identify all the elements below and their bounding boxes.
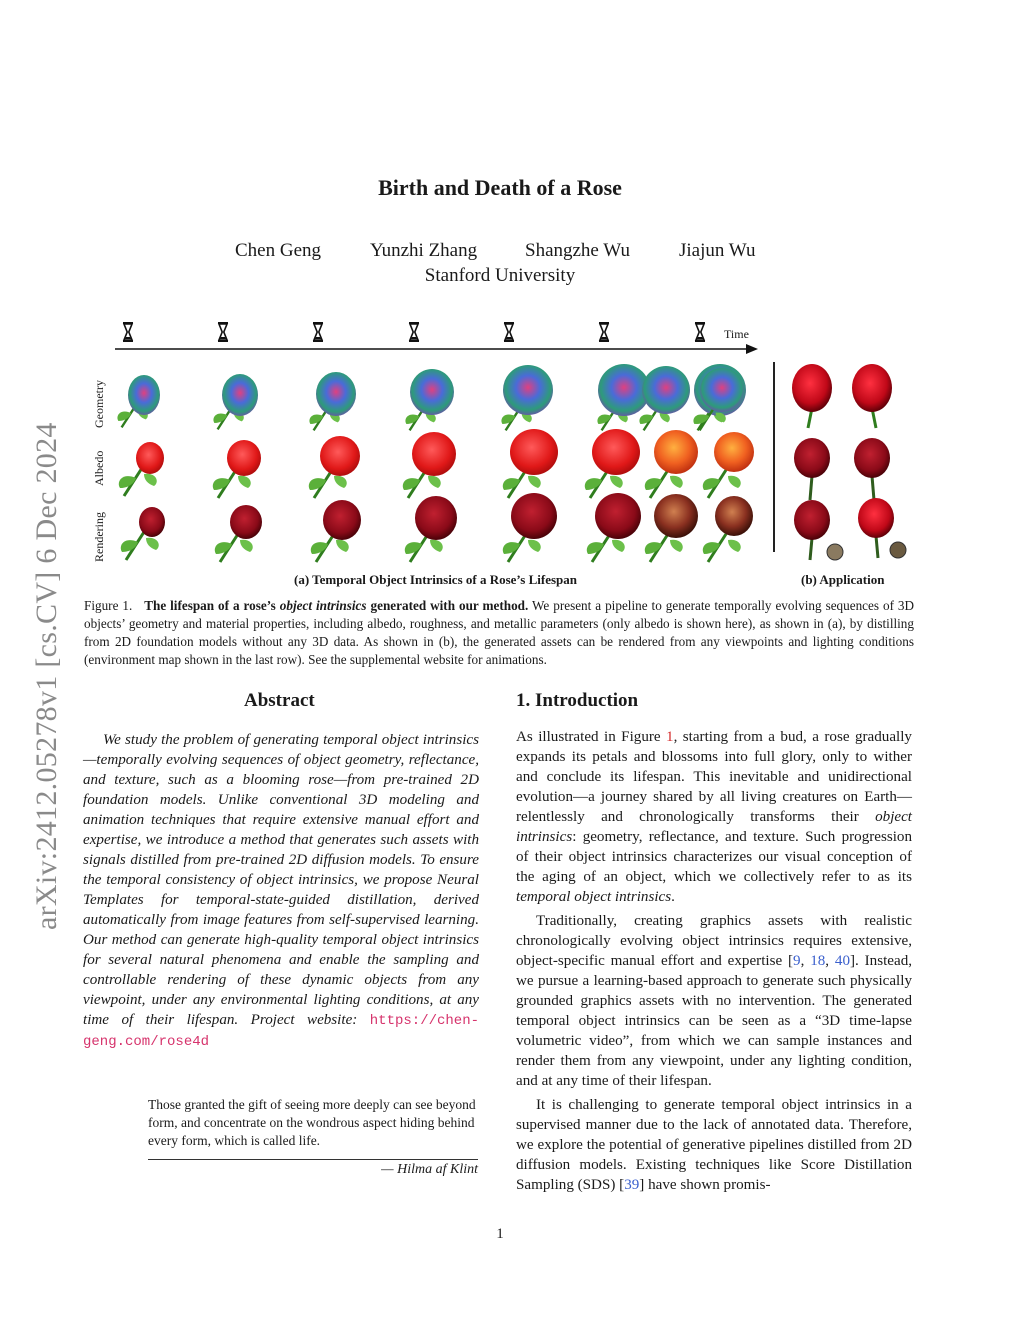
epigraph-author: — Hilma af Klint — [381, 1162, 478, 1177]
citation-40[interactable]: 40 — [834, 953, 851, 969]
affiliation: Stanford University — [424, 265, 576, 286]
intro-paragraph-1: As illustrated in Figure 1, starting from a bud, a rose gradually expands its petals and blossoms into full glory, only to wither and conclude its lifespan. This inevitable and unidirectional evolution—a journey shared by all living creatures on Earth—relentlessly and chronologically transforms their object intrinsics: geometry, reflectance, and texture. Such progression of their object intrinsics characterizes our visual conception of the aging of an object, which we collectively refer to as its temporal object intrinsics. — [516, 729, 912, 905]
caption-bold-1: The lifespan of a rose’s — [144, 598, 276, 613]
caption-body: We present a pipeline to generate temporally evolving sequences of 3D objects’ geometry and material properties, including albedo, roughness, and metallic parameters (only albedo is shown here), as shown in (a), by distilling from 2D foundation models without any 3D data. As shown in (b), the generated assets can be rendered from any viewpoints and lighting conditions (environment map shown in the last row). See the supplemental website for animations. — [84, 598, 915, 667]
citation-9[interactable]: 9 — [793, 953, 801, 969]
rendering-row — [121, 493, 753, 562]
intro-paragraph-2: Traditionally, creating graphics assets with realistic chronologically evolving object intrinsics requires extensive, object-specific manual effort and expertise [9, 18, 40]. Instead, we pursue a learning-based approach to generate such physically grounded graphics assets with no intervention. The generated temporal object intrinsics can be seen as a “3D time-lapse volumetric video”, from which we can sample instances and render them from any viewpoint, under any lighting condition, and at any time of their lifespan. — [516, 913, 913, 1089]
subcaption-a: (a) Temporal Object Intrinsics of a Rose’s Lifespan — [294, 572, 577, 587]
epigraph-rule — [148, 1159, 478, 1160]
time-label: Time — [724, 327, 749, 341]
row-label-rendering: Rendering — [92, 512, 106, 562]
page-number: 1 — [496, 1226, 504, 1242]
row-label-albedo: Albedo — [92, 450, 106, 486]
row-label-geometry: Geometry — [92, 380, 106, 428]
figure-divider — [773, 362, 775, 552]
caption-bold-italic: object intrinsics — [279, 598, 367, 613]
caption-bold-2: generated with our method. — [370, 598, 529, 613]
author-2: Yunzhi Zhang — [370, 240, 478, 261]
application-column — [792, 364, 906, 560]
abstract-heading: Abstract — [244, 690, 315, 711]
author-3: Shangzhe Wu — [525, 240, 630, 261]
figure-1-graphic — [0, 310, 1024, 570]
paper-title: Birth and Death of a Rose — [378, 175, 622, 200]
figure-caption — [84, 597, 914, 669]
abstract-body: We study the problem of generating temporal object intrinsics—temporally evolving sequences of object geometry, reflectance, and texture, such as a blooming rose—from pre-trained 2D foundation models. Unlike conventional 3D modeling and animation techniques that require extensive manual effort and expertise, we introduce a method that generates such assets with signals distilled from pre-trained 2D diffusion models. To ensure the temporal consistency of object intrinsics, we propose Neural Templates for temporal-state-guided distillation, derived automatically from image features from self-supervised learning. Our method can generate high-quality temporal object intrinsics for several natural phenomena and enable the sampling and controllable rendering of these dynamic objects from any viewpoint, under any environmental lighting conditions, at any time of their lifespan. Project website: — [83, 732, 479, 1028]
abstract-text — [83, 730, 479, 1052]
intro-paragraph-3: It is challenging to generate temporal object intrinsics in a supervised manner due to the lack of annotated data. Therefore, we explore the potential of generative pipelines distilled from 2D diffusion models. Existing techniques like Score Distillation Sampling (SDS) [39] have shown promis- — [516, 1097, 912, 1193]
citation-18[interactable]: 18 — [810, 953, 826, 969]
intro-text — [516, 727, 912, 1199]
albedo-row — [119, 429, 754, 498]
author-1: Chen Geng — [235, 240, 322, 261]
caption-label: Figure 1. — [84, 598, 133, 613]
intro-heading: 1. Introduction — [516, 690, 639, 711]
author-4: Jiajun Wu — [679, 240, 756, 261]
citation-39[interactable]: 39 — [624, 1177, 640, 1193]
subcaption-b: (b) Application — [801, 572, 885, 587]
arxiv-stamp: arXiv:2412.05278v1 [cs.CV] 6 Dec 2024 — [30, 422, 63, 930]
figure-1-link[interactable]: 1 — [666, 729, 674, 745]
epigraph-quote: Those granted the gift of seeing more deeply can see beyond form, and concentrate on the wondrous aspect hiding behind every form, which is called life. — [148, 1097, 476, 1148]
project-url-link[interactable]: https://chen-geng.com/rose4d — [83, 1013, 479, 1050]
